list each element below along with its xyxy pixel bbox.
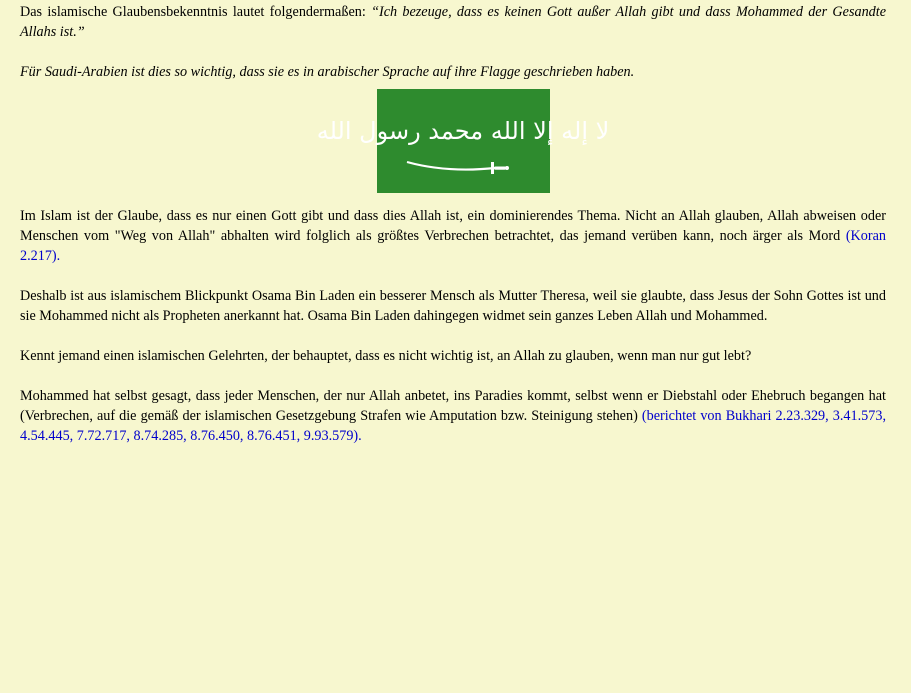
osama-text: Deshalb ist aus islamischem Blickpunkt Osama Bin Laden ein besserer Mensch als Mutter Theresa, weil sie glaubte, dass Jesus der Sohn Gottes ist und sie Mohammed nicht als Propheten anerkannt hat. Osama Bin Laden dahingegen widmet sein ganzes Leben Allah und Mohammed. (20, 288, 886, 324)
spacer (20, 266, 886, 286)
spacer (20, 366, 886, 386)
creed-quote: “Ich bezeuge, dass es keinen Gott außer Allah gibt und dass Mohammed der Gesandte Allahs ist.” (20, 4, 886, 40)
koran-reference-link[interactable]: (Koran 2.217). (20, 228, 886, 264)
shahada-text: لا إله إلا الله محمد رسول الله (316, 117, 609, 145)
bukhari-reference-link[interactable]: (berichtet von Bukhari 2.23.329, 3.41.573, 4.54.445, 7.72.717, 8.74.285, 8.76.450, 8.76.451, 9.93.579). (20, 408, 886, 444)
saudi-arabia-flag-icon (316, 89, 609, 193)
sword-hilt (494, 167, 506, 170)
question-text: Kennt jemand einen islamischen Gelehrten, der behauptet, dass es nicht wichtig ist, an Allah zu glauben, wenn man nur gut lebt? (20, 348, 752, 364)
belief-text: Im Islam ist der Glaube, dass es nur einen Gott gibt und dass dies Allah ist, ein dominierendes Thema. Nicht an Allah glauben, Allah abweisen oder Menschen vom "Weg von Allah" abhalten wird folglich als größtes Verbrechen betrachtet, das jemand verüben kann, noch ärger als Mord (20, 208, 886, 244)
sword-pommel (505, 166, 509, 170)
article (20, 0, 886, 446)
creed-intro: Das islamische Glaubensbekenntnis lautet folgendermaßen: (20, 4, 372, 20)
paragraph-question (20, 346, 886, 366)
flag-container (20, 89, 886, 193)
sword-guard (491, 162, 494, 174)
paragraph-flag-intro (20, 62, 886, 82)
flag-intro-text: Für Saudi-Arabien ist dies so wichtig, dass sie es in arabischer Sprache auf ihre Flagge geschrieben haben. (20, 64, 635, 80)
paradise-text: Mohammed hat selbst gesagt, dass jeder Menschen, der nur Allah anbetet, ins Paradies kommt, selbst wenn er Diebstahl oder Ehebruch begangen hat (Verbrechen, auf die gemäß der islamischen Gesetzgebung Strafen wie Amputation bzw. Steinigung stehen) (20, 388, 886, 424)
paragraph-creed (20, 2, 886, 42)
paragraph-paradise (20, 386, 886, 446)
spacer (20, 42, 886, 62)
spacer (20, 326, 886, 346)
paragraph-osama (20, 286, 886, 326)
paragraph-islam-belief (20, 206, 886, 266)
flag-graphic (316, 89, 609, 193)
